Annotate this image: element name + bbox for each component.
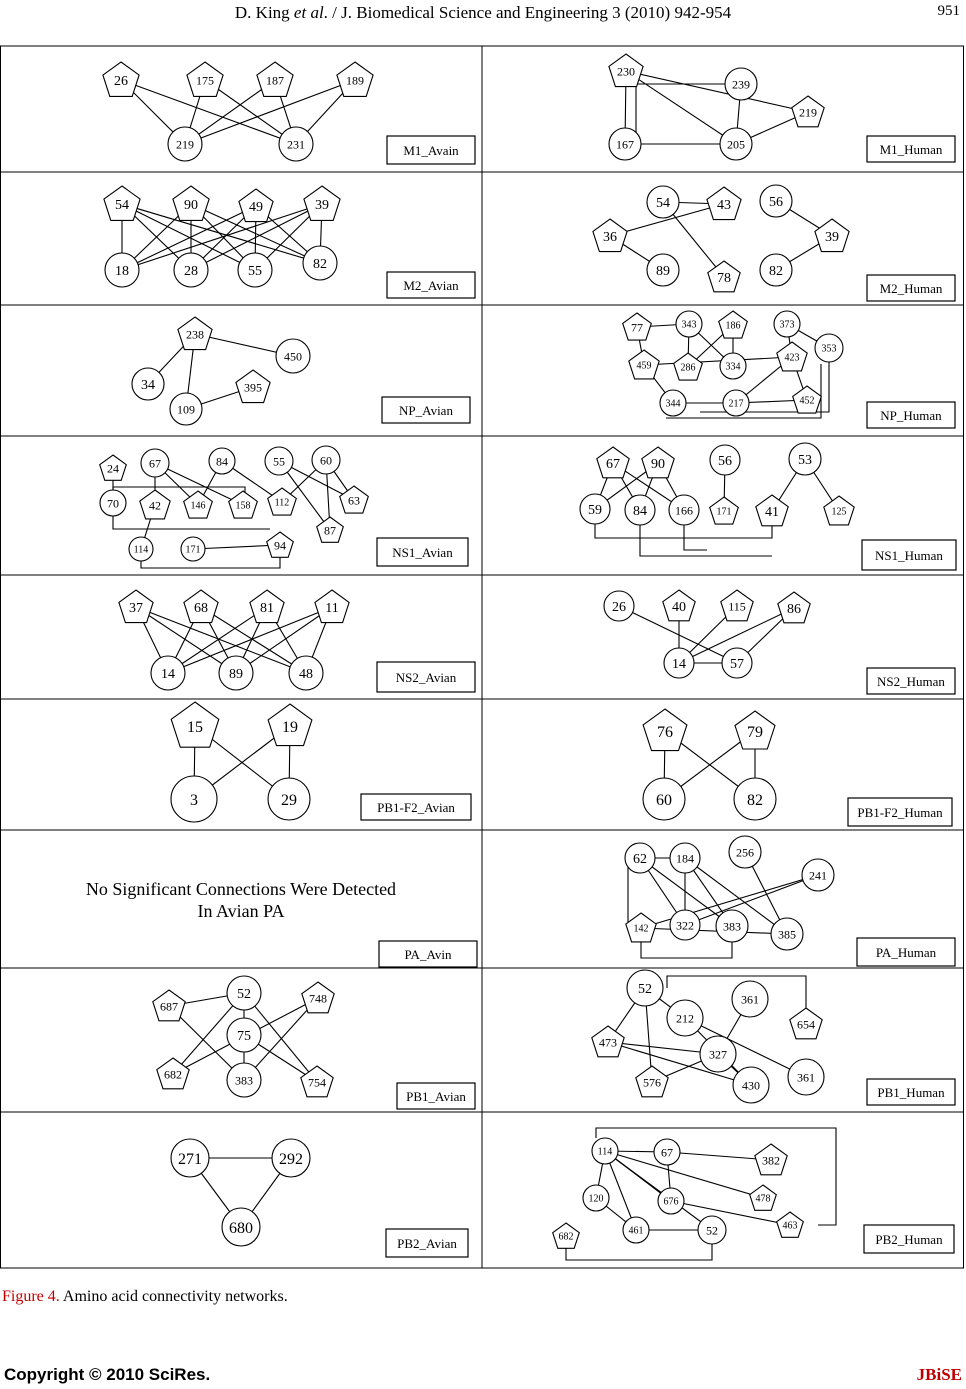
node-label: 463 xyxy=(782,1220,798,1232)
node-label: 67 xyxy=(149,456,161,471)
circle-node xyxy=(592,1138,618,1164)
node-label: 90 xyxy=(651,457,665,473)
circle-node xyxy=(802,859,834,891)
circle-node xyxy=(725,68,757,100)
node-label: 682 xyxy=(558,1231,574,1243)
circle-node xyxy=(609,128,641,160)
circle-node xyxy=(676,311,702,337)
circle-node xyxy=(716,910,748,942)
node-label: 430 xyxy=(742,1078,760,1093)
node-label: 373 xyxy=(779,319,795,331)
panel-label: PB2_Avian xyxy=(397,1236,457,1251)
node-label: 75 xyxy=(237,1029,251,1045)
circle-node xyxy=(170,393,202,425)
circle-node xyxy=(789,443,821,475)
circle-node xyxy=(132,368,164,400)
circle-node xyxy=(174,253,208,287)
node-label: 219 xyxy=(176,137,194,152)
circle-node xyxy=(667,1000,703,1036)
circle-node xyxy=(583,1185,609,1211)
node-label: 184 xyxy=(676,851,694,866)
node-label: 39 xyxy=(315,198,329,214)
node-label: 55 xyxy=(248,264,262,280)
node-label: 754 xyxy=(308,1075,326,1090)
node-label: 28 xyxy=(184,264,198,280)
node-label: 18 xyxy=(115,264,129,280)
circle-node xyxy=(219,656,253,690)
node-label: 146 xyxy=(190,500,206,512)
panel-label: PB2_Human xyxy=(875,1232,943,1247)
node-label: 55 xyxy=(273,454,285,469)
circle-node xyxy=(670,843,700,873)
node-label: 167 xyxy=(616,137,634,152)
node-label: 82 xyxy=(313,257,327,273)
circle-node xyxy=(625,843,655,873)
panel-label: PA_Avin xyxy=(404,947,452,962)
node-label: 383 xyxy=(235,1073,253,1088)
node-label: 70 xyxy=(107,496,119,511)
node-label: 395 xyxy=(244,380,262,395)
node-label: 57 xyxy=(730,657,744,673)
node-label: 241 xyxy=(809,868,827,883)
node-label: 473 xyxy=(599,1035,617,1050)
node-label: 334 xyxy=(725,361,741,373)
node-label: 11 xyxy=(325,601,339,617)
node-label: 175 xyxy=(196,73,214,88)
node-label: 383 xyxy=(723,919,741,934)
node-label: 87 xyxy=(324,523,336,538)
panel-label: PB1_Avian xyxy=(406,1089,466,1104)
header-citation: D. King et al. / J. Biomedical Science and Engineering 3 (2010) 942-954 xyxy=(234,3,732,22)
node-label: 19 xyxy=(282,718,298,736)
circle-node xyxy=(276,339,310,373)
node-label: 26 xyxy=(612,600,626,616)
circle-node xyxy=(289,656,323,690)
node-label: 76 xyxy=(657,723,673,741)
node-label: 576 xyxy=(643,1075,661,1090)
node-label: 59 xyxy=(588,503,602,519)
circle-node xyxy=(227,976,261,1010)
node-label: 79 xyxy=(747,723,763,741)
node-label: 125 xyxy=(831,506,847,518)
circle-node xyxy=(268,778,310,820)
node-label: 205 xyxy=(727,137,745,152)
panel-label: NS2_Avian xyxy=(395,670,457,685)
pa-avian-note-line: No Significant Connections Were Detected xyxy=(85,879,397,899)
panel-label: M2_Avian xyxy=(403,278,459,293)
node-label: 239 xyxy=(732,77,750,92)
node-label: 166 xyxy=(675,503,693,518)
node-label: 361 xyxy=(797,1070,815,1085)
node-label: 478 xyxy=(755,1193,771,1205)
circle-node xyxy=(710,445,740,475)
circle-node xyxy=(303,246,337,280)
circle-node xyxy=(698,1216,726,1244)
node-label: 219 xyxy=(799,105,817,120)
node-label: 238 xyxy=(186,327,204,342)
circle-node xyxy=(647,186,679,218)
circle-node xyxy=(141,449,169,477)
node-label: 292 xyxy=(279,1150,303,1168)
circle-node xyxy=(181,537,205,561)
node-label: 68 xyxy=(194,601,208,617)
panel-label: NS2_Human xyxy=(877,674,945,689)
page-footer xyxy=(0,1365,966,1389)
node-label: 322 xyxy=(676,918,694,933)
panel-label: NS1_Avian xyxy=(392,545,453,560)
panel-label: M1_Human xyxy=(879,142,943,157)
node-label: 120 xyxy=(588,1193,604,1205)
circle-node xyxy=(660,390,686,416)
node-label: 450 xyxy=(284,349,302,364)
circle-node xyxy=(658,1188,684,1214)
node-label: 344 xyxy=(665,398,681,410)
node-label: 461 xyxy=(628,1225,644,1237)
node-label: 452 xyxy=(799,395,815,407)
node-label: 3 xyxy=(190,791,198,809)
node-label: 90 xyxy=(184,198,198,214)
node-label: 37 xyxy=(129,601,143,617)
node-label: 676 xyxy=(663,1196,679,1208)
circle-node xyxy=(265,447,293,475)
node-label: 112 xyxy=(274,497,290,509)
node-label: 382 xyxy=(762,1153,780,1168)
circle-node xyxy=(105,253,139,287)
node-label: 158 xyxy=(235,500,251,512)
node-label: 24 xyxy=(107,461,119,476)
circle-node xyxy=(168,127,202,161)
circle-node xyxy=(151,656,185,690)
node-label: 89 xyxy=(656,264,670,280)
circle-node xyxy=(720,353,746,379)
panel-label: NP_Human xyxy=(880,408,942,423)
panel-label: M1_Avain xyxy=(403,143,459,158)
circle-node xyxy=(272,1139,310,1177)
node-label: 29 xyxy=(281,791,297,809)
node-label: 142 xyxy=(633,923,649,935)
circle-node xyxy=(100,490,126,516)
circle-node xyxy=(209,448,235,474)
circle-node xyxy=(722,648,752,678)
node-label: 36 xyxy=(603,230,617,246)
panel-label: NS1_Human xyxy=(875,548,943,563)
node-label: 52 xyxy=(638,982,652,998)
node-label: 42 xyxy=(149,498,161,513)
node-label: 53 xyxy=(798,453,812,469)
node-label: 14 xyxy=(672,657,686,673)
circle-node xyxy=(625,495,655,525)
panel-label: M2_Human xyxy=(879,281,943,296)
node-label: 86 xyxy=(787,602,801,618)
circle-node xyxy=(227,1018,261,1052)
node-label: 48 xyxy=(299,667,313,683)
circle-node xyxy=(700,1036,736,1072)
node-label: 654 xyxy=(797,1017,815,1032)
circle-node xyxy=(760,185,792,217)
circle-node xyxy=(627,970,663,1006)
circle-node xyxy=(312,446,340,474)
circle-node xyxy=(729,836,761,868)
node-label: 67 xyxy=(661,1145,673,1160)
node-label: 353 xyxy=(821,343,837,355)
circle-node xyxy=(604,591,634,621)
circle-node xyxy=(647,254,679,286)
pa-avian-note-line: In Avian PA xyxy=(197,901,285,921)
node-label: 186 xyxy=(725,320,741,332)
circle-node xyxy=(771,918,803,950)
node-label: 41 xyxy=(765,505,779,521)
node-label: 49 xyxy=(249,200,263,216)
circle-node xyxy=(129,537,153,561)
circle-node xyxy=(654,1139,680,1165)
circle-node xyxy=(171,776,217,822)
circle-node xyxy=(760,254,792,286)
circle-node xyxy=(222,1208,260,1246)
node-label: 26 xyxy=(114,74,128,90)
panel-label: PB1-F2_Human xyxy=(857,805,943,820)
node-label: 109 xyxy=(177,402,195,417)
node-label: 54 xyxy=(115,198,129,214)
panel-label: PA_Human xyxy=(875,945,937,960)
journal-abbrev: JBiSE xyxy=(916,1365,962,1384)
node-label: 231 xyxy=(287,137,305,152)
node-label: 385 xyxy=(778,927,796,942)
circle-node xyxy=(580,494,610,524)
node-label: 115 xyxy=(728,599,746,614)
copyright-notice: Copyright © 2010 SciRes. xyxy=(4,1365,211,1384)
circle-node xyxy=(238,253,272,287)
node-label: 687 xyxy=(160,999,178,1014)
panel-label: PB1-F2_Avian xyxy=(377,800,455,815)
node-label: 60 xyxy=(656,791,672,809)
node-label: 459 xyxy=(636,360,652,372)
node-label: 114 xyxy=(133,544,149,556)
node-label: 15 xyxy=(187,718,203,736)
node-label: 327 xyxy=(709,1047,727,1062)
circle-node xyxy=(227,1063,261,1097)
figure-caption: Figure 4. Amino acid connectivity networks. xyxy=(2,1288,288,1305)
circle-node xyxy=(733,1067,769,1103)
node-label: 34 xyxy=(141,378,155,394)
circle-node xyxy=(664,648,694,678)
circle-node xyxy=(643,778,685,820)
node-label: 748 xyxy=(309,991,327,1006)
node-label: 63 xyxy=(348,493,360,508)
node-label: 680 xyxy=(229,1219,253,1237)
node-label: 189 xyxy=(346,73,364,88)
node-label: 230 xyxy=(617,64,635,79)
node-label: 94 xyxy=(274,538,286,553)
node-label: 82 xyxy=(747,791,763,809)
node-label: 114 xyxy=(597,1146,613,1158)
circle-node xyxy=(734,778,776,820)
node-label: 81 xyxy=(260,601,274,617)
circle-node xyxy=(623,1217,649,1243)
node-label: 67 xyxy=(606,457,620,473)
node-label: 82 xyxy=(769,264,783,280)
circle-node xyxy=(815,334,843,362)
circle-node xyxy=(171,1139,209,1177)
panel-label: PB1_Human xyxy=(877,1085,945,1100)
node-label: 56 xyxy=(718,454,732,470)
circle-node xyxy=(670,910,700,940)
node-label: 84 xyxy=(633,504,647,520)
node-label: 343 xyxy=(681,319,697,331)
node-label: 52 xyxy=(706,1223,718,1238)
circle-node xyxy=(788,1059,824,1095)
node-label: 212 xyxy=(676,1011,694,1026)
node-label: 286 xyxy=(680,362,696,374)
node-label: 62 xyxy=(633,852,647,868)
panel-label: NP_Avian xyxy=(399,403,453,418)
node-label: 77 xyxy=(631,320,643,335)
node-label: 187 xyxy=(266,73,284,88)
node-label: 40 xyxy=(672,600,686,616)
node-label: 43 xyxy=(717,198,731,214)
node-label: 171 xyxy=(185,544,201,556)
circle-node xyxy=(732,981,768,1017)
circle-node xyxy=(279,127,313,161)
network-panel-pa-avin xyxy=(379,941,477,967)
circle-node xyxy=(669,495,699,525)
node-label: 271 xyxy=(178,1150,202,1168)
node-label: 56 xyxy=(769,195,783,211)
circle-node xyxy=(774,311,800,337)
page-number: 951 xyxy=(937,3,960,19)
node-label: 60 xyxy=(320,453,332,468)
node-label: 14 xyxy=(161,667,175,683)
node-label: 423 xyxy=(784,352,800,364)
node-label: 256 xyxy=(736,845,754,860)
node-label: 78 xyxy=(717,271,731,287)
node-label: 217 xyxy=(728,398,744,410)
node-label: 89 xyxy=(229,667,243,683)
node-label: 39 xyxy=(825,230,839,246)
node-label: 84 xyxy=(216,454,228,469)
node-label: 361 xyxy=(741,992,759,1007)
node-label: 171 xyxy=(716,506,732,518)
circle-node xyxy=(723,390,749,416)
node-label: 54 xyxy=(656,196,670,212)
node-label: 52 xyxy=(237,987,251,1003)
circle-node xyxy=(720,128,752,160)
node-label: 682 xyxy=(164,1067,182,1082)
